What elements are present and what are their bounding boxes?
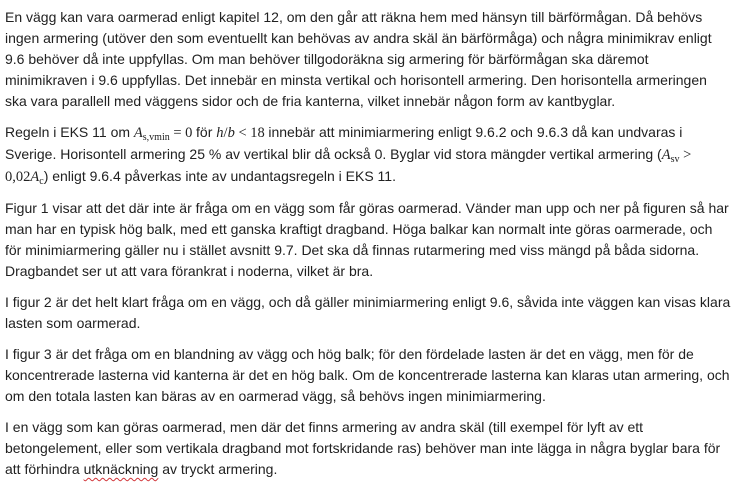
- math-text: > 0,02: [5, 147, 692, 185]
- text-run: av tryckt armering.: [158, 461, 278, 477]
- math-symbol: b: [227, 125, 235, 141]
- text-run: innebär att minimiarmering enligt 9.6.2 och 9.6.3 då kan undvaras i Sverige. Horisontell armering 25 % av vertikal blir då också 0. Byglar vid stora mängder vertikal armering (: [5, 124, 683, 162]
- paragraph-3: [5, 198, 731, 282]
- math-variable: [30, 169, 43, 185]
- math-subscript: c: [39, 176, 44, 187]
- document-body: [5, 7, 731, 480]
- text-run: En vägg kan vara oarmerad enligt kapitel 12, om den går att räkna hem med hänsyn till bärförmågan. Då behövs ingen armering (utöver den som eventuellt kan behövas av andra skäl än bärförmåga) och några minimikrav enligt 9.6 behöver då inte uppfyllas. Om man behöver tillgodoräkna sig armering för bärförmågan ska däremot minimikraven i 9.6 uppfyllas. Det innebär en minsta vertikal och horisontell armering. Den horisontella armeringen ska vara parallell med väggens sidor och de fria kanterna, vilket innebär någon form av kantbyglar.: [5, 9, 712, 109]
- text-run: Regeln i EKS 11 om: [5, 124, 134, 140]
- text-run: I en vägg som kan göras oarmerad, men där det finns armering av andra skäl (till exempel för lyft av ett betongelement, eller som vertikala dragband mot fortskridande ras) behöver man inte lägga in några byglar bara för att förhindra: [5, 419, 721, 477]
- math-variable: [662, 147, 680, 163]
- math-subscript: s,vmin: [142, 132, 170, 143]
- math-text: < 18: [234, 125, 269, 141]
- math-text: = 0: [169, 125, 197, 141]
- paragraph-2: [5, 122, 731, 188]
- math-variable: [216, 125, 223, 141]
- math-text: /: [223, 125, 228, 141]
- math-subscript: sv: [670, 154, 680, 165]
- text-run: I figur 3 är det fråga om en blandning av vägg och hög balk; för den fördelade lasten är det en vägg, men för de koncentrerade lasterna vid kanterna är det en hög balk. Om de koncentrerade lasterna kan klaras utan armering, och om den totala lasten kan bäras av en oarmerad vägg, så behövs ingen minimiarmering.: [5, 346, 730, 404]
- misspelled-word: utknäckning: [83, 461, 159, 477]
- text-run: Figur 1 visar att det där inte är fråga om en vägg som får göras oarmerad. Vänder man upp och ner på figuren så har man har en typisk hög balk, med ett ganska kraftigt dragband. Höga balkar kan normalt inte göras oarmerade, och för minimiarmering gäller nu i stället avsnitt 9.7. Det ska då finnas rutarmering med viss mängd på båda sidorna. Dragbandet ser ut att vara förankrat i noderna, vilket är bra.: [5, 200, 729, 279]
- text-run: för: [196, 124, 217, 140]
- math-symbol: A: [30, 169, 40, 185]
- paragraph-4: [5, 292, 731, 334]
- paragraph-6: [5, 417, 731, 480]
- paragraph-5: [5, 344, 731, 407]
- paragraph-1: [5, 7, 731, 112]
- text-run: I figur 2 är det helt klart fråga om en vägg, och då gäller minimiarmering enligt 9.6, såvida inte väggen kan visas klara lasten som oarmerad.: [5, 294, 731, 331]
- math-symbol: A: [133, 125, 143, 141]
- math-variable: [134, 125, 170, 141]
- math-symbol: A: [661, 147, 671, 163]
- math-symbol: h: [216, 125, 224, 141]
- text-run: ) enligt 9.6.4 påverkas inte av undantagsregeln i EKS 11.: [43, 168, 396, 184]
- math-variable: [228, 125, 235, 141]
